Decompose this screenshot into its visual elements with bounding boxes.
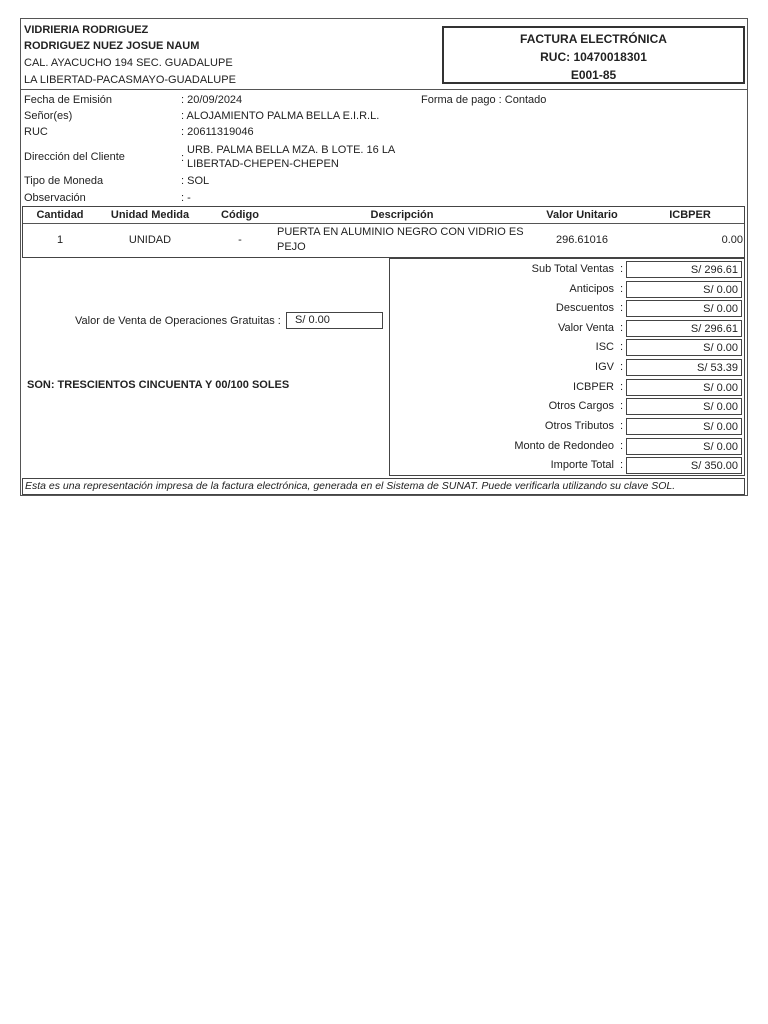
row-descripcion-line1: PUERTA EN ALUMINIO NEGRO CON VIDRIO ES: [277, 226, 524, 238]
seller-address-line2: LA LIBERTAD-PACASMAYO-GUADALUPE: [24, 74, 236, 86]
invoice: [20, 18, 748, 496]
items-table: [22, 206, 745, 258]
ruc-label: RUC: [24, 126, 48, 138]
amount-in-words: SON: TRESCIENTOS CINCUENTA Y 00/100 SOLES: [27, 379, 290, 391]
total-label-descuentos: Descuentos: [555, 302, 614, 314]
col-valor-unitario: Valor Unitario: [546, 209, 618, 221]
total-label-anticipos: Anticipos: [569, 283, 614, 295]
row-valor-unitario: 296.61016: [556, 234, 608, 246]
col-descripcion: Descripción: [370, 209, 434, 221]
total-label-otros-cargos: Otros Cargos: [548, 400, 614, 412]
total-label-valor-venta: Valor Venta: [557, 322, 614, 334]
direccion-value-line2: LIBERTAD-CHEPEN-CHEPEN: [187, 158, 339, 170]
total-colon: :: [620, 459, 624, 471]
total-colon: :: [620, 400, 624, 412]
col-icbper: ICBPER: [669, 209, 711, 221]
total-colon: :: [620, 420, 624, 432]
observacion-value: : -: [181, 192, 191, 204]
total-colon: :: [620, 322, 624, 334]
seller-owner: RODRIGUEZ NUEZ JOSUE NAUM: [24, 40, 200, 52]
total-label-otros-tributos: Otros Tributos: [544, 420, 614, 432]
col-codigo: Código: [221, 209, 259, 221]
total-label-isc: ISC: [595, 341, 614, 353]
total-value-valor-venta: S/ 296.61: [626, 320, 742, 337]
total-value-icbper: S/ 0.00: [626, 379, 742, 396]
gratuitas-value: S/ 0.00: [286, 312, 383, 329]
total-value-igv: S/ 53.39: [626, 359, 742, 376]
seller-address-line1: CAL. AYACUCHO 194 SEC. GUADALUPE: [24, 57, 233, 69]
total-value-importe-total: S/ 350.00: [626, 457, 742, 474]
moneda-value: : SOL: [181, 175, 210, 187]
moneda-label: Tipo de Moneda: [24, 175, 104, 187]
col-cantidad: Cantidad: [36, 209, 84, 221]
observacion-label: Observación: [24, 192, 86, 204]
row-unidad: UNIDAD: [128, 234, 172, 246]
total-label-redondeo: Monto de Redondeo: [514, 440, 614, 452]
total-value-otros-cargos: S/ 0.00: [626, 398, 742, 415]
total-colon: :: [620, 302, 624, 314]
header-divider: [21, 89, 747, 90]
row-descripcion-line2: PEJO: [277, 241, 306, 253]
total-colon: :: [620, 361, 624, 373]
total-label-icbper: ICBPER: [573, 381, 614, 393]
document-id-box: [442, 26, 745, 84]
forma-pago: Forma de pago : Contado: [421, 94, 547, 106]
total-colon: :: [620, 263, 624, 275]
total-value-isc: S/ 0.00: [626, 339, 742, 356]
footer-note: Esta es una representación impresa de la factura electrónica, generada en el Sistema de SUNAT. Puede verificarla utilizando su clave SOL.: [25, 480, 676, 492]
senor-label: Señor(es): [24, 110, 73, 122]
total-colon: :: [620, 440, 624, 452]
seller-name: VIDRIERIA RODRIGUEZ: [24, 24, 149, 36]
total-value-sub-total: S/ 296.61: [626, 261, 742, 278]
fecha-value: : 20/09/2024: [181, 94, 243, 106]
document-ruc: RUC: 10470018301: [540, 50, 647, 64]
total-value-anticipos: S/ 0.00: [626, 281, 742, 298]
total-value-descuentos: S/ 0.00: [626, 300, 742, 317]
items-header-divider: [23, 223, 744, 224]
direccion-colon: :: [181, 152, 185, 164]
document-type: FACTURA ELECTRÓNICA: [520, 32, 667, 46]
totals-box: [389, 258, 745, 476]
total-label-sub-total: Sub Total Ventas: [531, 263, 614, 275]
row-cantidad: 1: [56, 234, 64, 246]
direccion-label: Dirección del Cliente: [24, 151, 125, 163]
total-label-igv: IGV: [595, 361, 614, 373]
direccion-value-line1: URB. PALMA BELLA MZA. B LOTE. 16 LA: [187, 144, 396, 156]
row-icbper: 0.00: [721, 234, 743, 246]
senor-value: : ALOJAMIENTO PALMA BELLA E.I.R.L.: [181, 110, 380, 122]
fecha-label: Fecha de Emisión: [24, 94, 113, 106]
row-codigo: -: [238, 234, 242, 246]
ruc-value: : 20611319046: [181, 126, 254, 138]
col-unidad: Unidad Medida: [110, 209, 190, 221]
gratuitas-label: Valor de Venta de Operaciones Gratuitas :: [75, 315, 281, 327]
total-colon: :: [620, 381, 624, 393]
total-value-redondeo: S/ 0.00: [626, 438, 742, 455]
total-value-otros-tributos: S/ 0.00: [626, 418, 742, 435]
footer-note-box: [22, 478, 745, 495]
total-colon: :: [620, 283, 624, 295]
total-colon: :: [620, 341, 624, 353]
total-label-importe-total: Importe Total: [550, 459, 614, 471]
document-number: E001-85: [570, 68, 617, 82]
